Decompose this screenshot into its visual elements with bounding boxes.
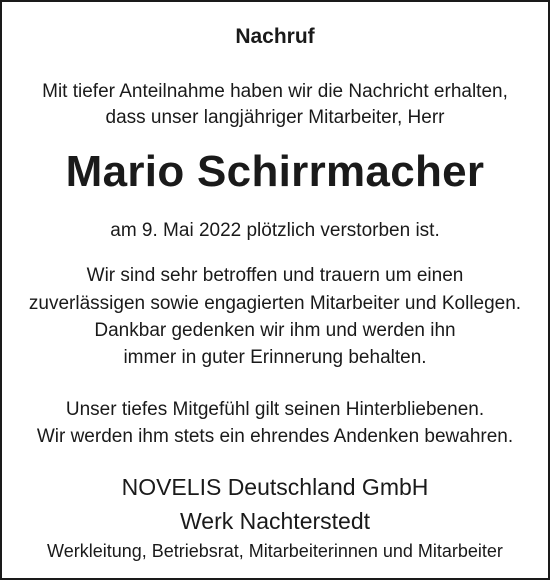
tribute-line: Dankbar gedenken wir ihm und werden ihn	[94, 320, 456, 341]
notice-heading: Nachruf	[235, 25, 315, 48]
tribute-line: Wir sind sehr betroffen und trauern um einen	[86, 265, 464, 286]
intro-line: dass unser langjähriger Mitarbeiter, Herr	[105, 107, 445, 128]
signatories: Werkleitung, Betriebsrat, Mitarbeiterinnen und Mitarbeiter	[47, 541, 503, 561]
plant-name: Werk Nachterstedt	[179, 508, 371, 534]
condolence-line: Wir werden ihm stets ein ehrendes Andenken bewahren.	[36, 426, 514, 447]
company-name: NOVELIS Deutschland GmbH	[121, 474, 429, 500]
tribute-line: immer in guter Erinnerung behalten.	[123, 347, 427, 368]
date-line: am 9. Mai 2022 plötzlich verstorben ist.	[110, 220, 440, 241]
deceased-name: Mario Schirrmacher	[65, 147, 485, 196]
tribute-line: zuverlässigen sowie engagierten Mitarbeiter und Kollegen.	[28, 293, 522, 314]
condolence-line: Unser tiefes Mitgefühl gilt seinen Hinterbliebenen.	[65, 399, 485, 420]
intro-line: Mit tiefer Anteilnahme haben wir die Nachricht erhalten,	[42, 81, 508, 102]
